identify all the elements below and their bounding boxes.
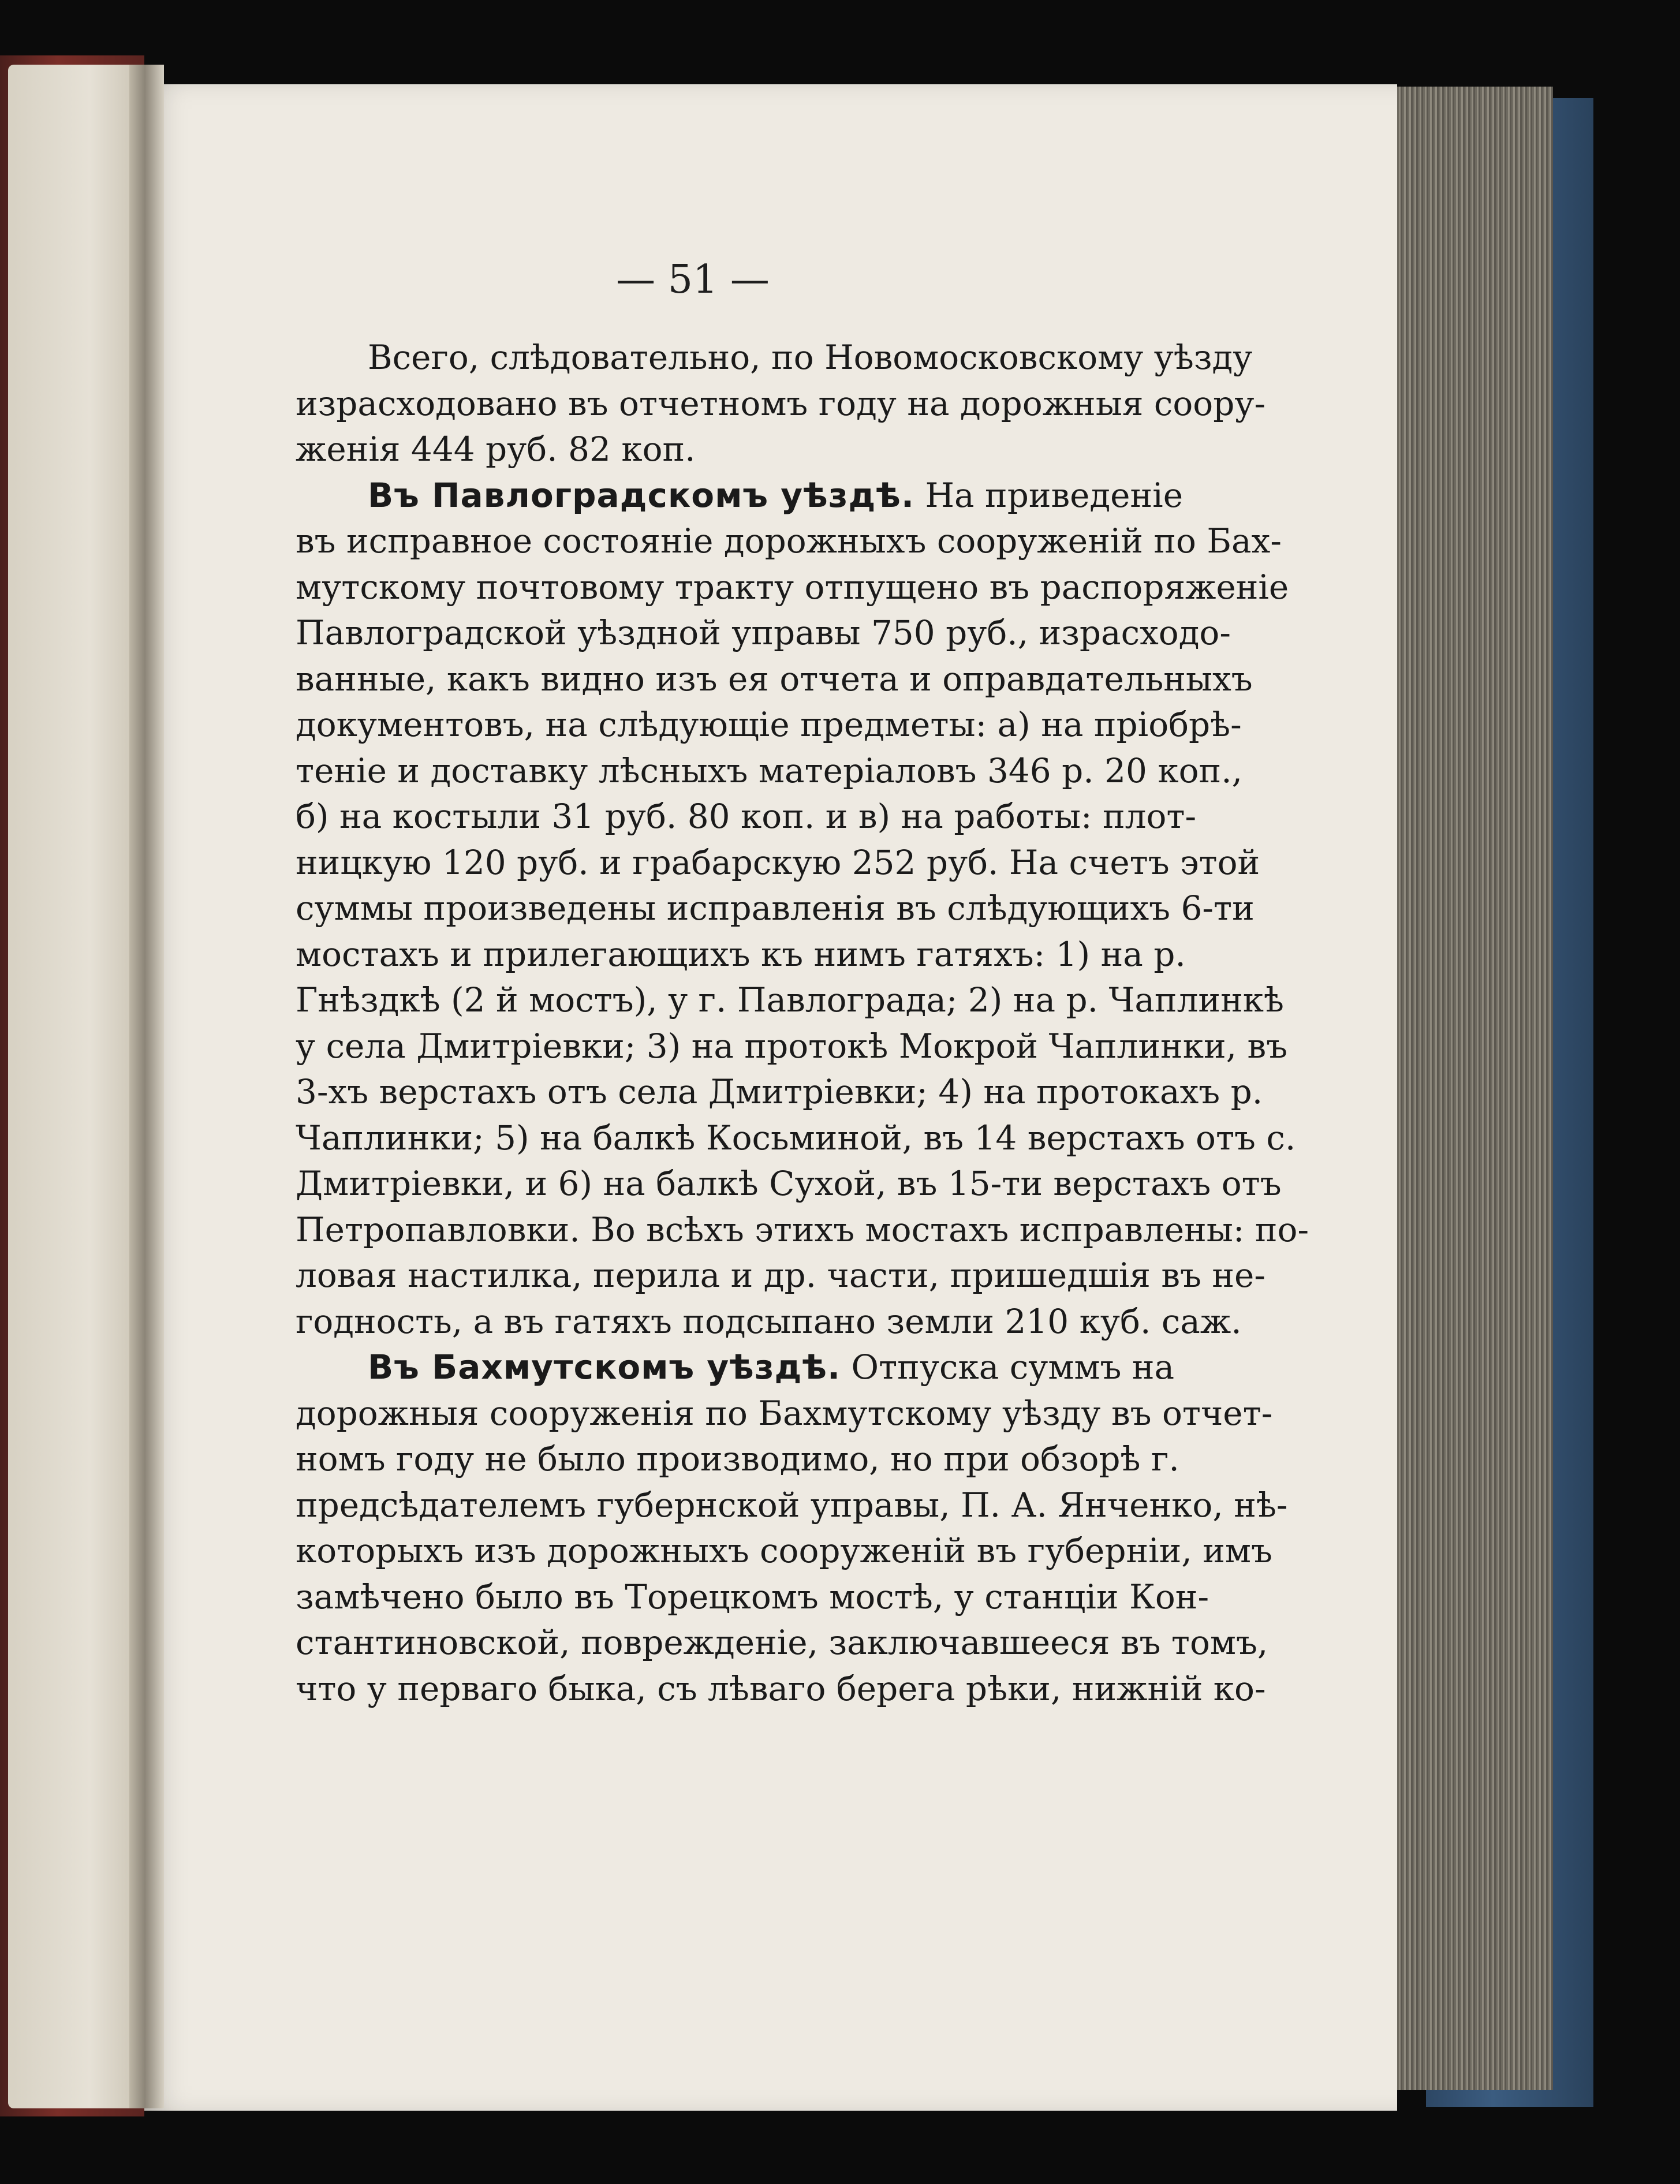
text-line: Гнѣздкѣ (2 й мостъ), у г. Павлограда; 2) на р. Чаплинкѣ [296, 980, 1284, 1020]
section-heading-bakhmut: Въ Бахмутскомъ уѣздѣ. [368, 1347, 841, 1387]
page-edges [1397, 87, 1553, 2090]
text-line: 3-хъ верстахъ отъ села Дмитріевки; 4) на протокахъ р. [296, 1072, 1263, 1111]
text-line: Всего, слѣдовательно, по Новомосковскому уѣзду [368, 338, 1253, 377]
text-line: въ исправное состояніе дорожныхъ сооруженій по Бах- [296, 521, 1282, 561]
text-line: стантиновской, поврежденіе, заключавшееся въ томъ, [296, 1623, 1268, 1662]
text-line: замѣчено было въ Торецкомъ мостѣ, у станціи Кон- [296, 1577, 1209, 1616]
left-page-edge [8, 65, 144, 2108]
text-line: годность, а въ гатяхъ подсыпано земли 210 куб. саж. [296, 1301, 1242, 1341]
page-number: — 51 — [616, 257, 770, 303]
page-body [296, 335, 1309, 1712]
section-heading-pavlograd: Въ Павлоградскомъ уѣздѣ. [368, 475, 915, 515]
text-line: которыхъ изъ дорожныхъ сооруженій въ губерніи, имъ [296, 1531, 1272, 1570]
text-line: документовъ, на слѣдующіе предметы: а) на пріобрѣ- [296, 705, 1242, 744]
text-line: израсходовано въ отчетномъ году на дорожныя соору- [296, 383, 1266, 423]
text-line: что у перваго быка, съ лѣваго берега рѣки, нижній ко- [296, 1668, 1266, 1708]
text-line: у села Дмитріевки; 3) на протокѣ Мокрой Чаплинки, въ [296, 1026, 1288, 1066]
section-heading-line [296, 473, 1184, 519]
text-line: Петропавловки. Во всѣхъ этихъ мостахъ исправлены: по- [296, 1209, 1309, 1249]
text-line: ванные, какъ видно изъ ея отчета и оправдательныхъ [296, 659, 1253, 699]
text-line: Павлоградской уѣздной управы 750 руб., израсходо- [296, 613, 1231, 652]
text-line: мостахъ и прилегающихъ къ нимъ гатяхъ: 1) на р. [296, 934, 1186, 974]
text-line: Дмитріевки, и 6) на балкѣ Сухой, въ 15-ти верстахъ отъ [296, 1164, 1282, 1203]
text-line: ницкую 120 руб. и грабарскую 252 руб. На счетъ этой [296, 842, 1260, 882]
text-fragment: Отпуска суммъ на [841, 1347, 1175, 1387]
text-line: б) на костыли 31 руб. 80 коп. и в) на работы: плот- [296, 797, 1197, 836]
text-line: мутскому почтовому тракту отпущено въ распоряженіе [296, 567, 1289, 607]
text-line: предсѣдателемъ губернской управы, П. А. Янченко, нѣ- [296, 1485, 1288, 1525]
text-fragment: На приведеніе [914, 475, 1184, 515]
text-line: номъ году не было производимо, но при обзорѣ г. [296, 1439, 1179, 1479]
text-line: Чаплинки; 5) на балкѣ Косьминой, въ 14 верстахъ отъ с. [296, 1118, 1296, 1158]
text-line: дорожныя сооруженія по Бахмутскому уѣзду въ отчет- [296, 1393, 1273, 1433]
text-line: ловая настилка, перила и др. части, пришедшія въ не- [296, 1256, 1265, 1295]
book-gutter [129, 65, 164, 2108]
text-line: суммы произведены исправленія въ слѣдующихъ 6-ти [296, 888, 1255, 928]
section-heading-line [296, 1345, 1175, 1391]
text-line: женія 444 руб. 82 коп. [296, 430, 696, 469]
text-line: теніе и доставку лѣсныхъ матеріаловъ 346 р. 20 коп., [296, 751, 1243, 790]
